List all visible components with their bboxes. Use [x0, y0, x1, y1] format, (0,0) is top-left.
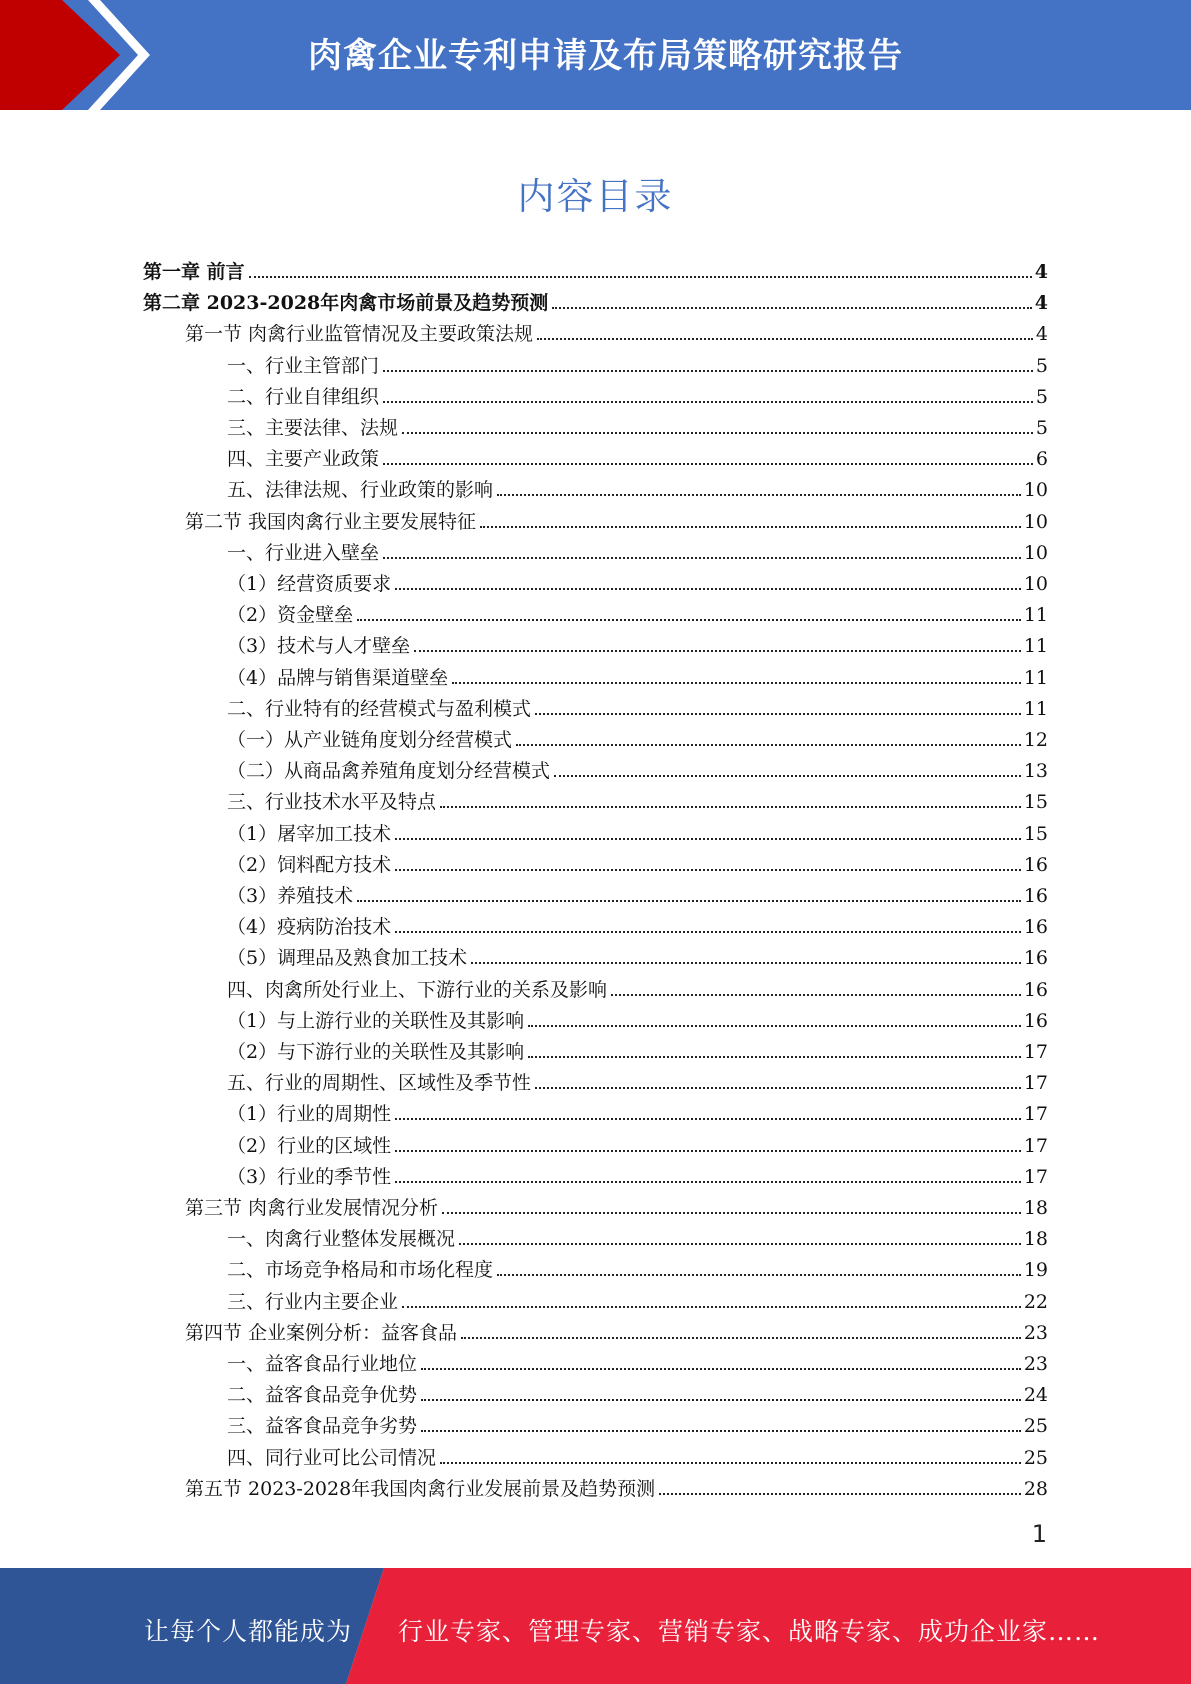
- toc-entry[interactable]: [227, 1439, 1048, 1470]
- toc-entry[interactable]: [227, 596, 1048, 627]
- toc-entry[interactable]: [185, 1189, 1048, 1220]
- toc-entry-page: 6: [1035, 448, 1048, 471]
- toc-entry-page: 25: [1023, 1446, 1048, 1469]
- toc-entry-page: 13: [1023, 760, 1048, 783]
- toc-entry-title: 一、肉禽行业整体发展概况: [227, 1228, 456, 1251]
- toc-entry-title: （2）行业的区域性: [227, 1134, 392, 1157]
- toc-heading: 内容目录: [517, 175, 674, 218]
- toc-entry-page: 18: [1023, 1228, 1048, 1251]
- toc-dot-leader: [611, 994, 1021, 996]
- toc-entry[interactable]: [227, 752, 1048, 783]
- toc-entry[interactable]: [227, 1407, 1048, 1438]
- toc-entry[interactable]: [227, 409, 1048, 440]
- toc-entry-page: 11: [1023, 697, 1048, 720]
- toc-entry[interactable]: [227, 971, 1048, 1002]
- toc-entry-page: 10: [1023, 479, 1048, 502]
- toc-entry-page: 4: [1035, 323, 1048, 346]
- toc-entry[interactable]: [227, 939, 1048, 970]
- toc-entry-page: 16: [1023, 1009, 1048, 1032]
- toc-entry[interactable]: [227, 1127, 1048, 1158]
- toc-entry-title: 第五节 2023-2028年我国肉禽行业发展前景及趋势预测: [185, 1477, 656, 1500]
- toc-entry-title: （1）经营资质要求: [227, 573, 392, 595]
- toc-entry-page: 5: [1035, 354, 1048, 377]
- toc-entry-page: 11: [1023, 635, 1048, 658]
- toc-entry-title: 四、肉禽所处行业上、下游行业的关系及影响: [227, 978, 608, 1001]
- toc-dot-leader: [528, 1056, 1021, 1058]
- toc-entry-page: 11: [1023, 666, 1048, 689]
- toc-entry-title: （4）疫病防治技术: [227, 916, 392, 939]
- toc-entry-page: 12: [1023, 729, 1048, 751]
- toc-dot-leader: [516, 744, 1021, 746]
- toc-entry[interactable]: [227, 1064, 1048, 1095]
- footer-slogan-left: 让每个人都能成为: [144, 1617, 353, 1646]
- toc-dot-leader: [535, 713, 1021, 715]
- toc-entry-page: 24: [1023, 1384, 1048, 1407]
- toc-entry[interactable]: [185, 503, 1048, 534]
- toc-entry[interactable]: [227, 815, 1048, 846]
- toc-entry-page: 17: [1023, 1103, 1048, 1126]
- toc-dot-leader: [659, 1493, 1021, 1495]
- toc-entry-page: 28: [1023, 1477, 1048, 1500]
- toc-dot-leader: [383, 557, 1021, 559]
- toc-dot-leader: [249, 276, 1032, 278]
- toc-entry-page: 5: [1035, 385, 1048, 408]
- toc-entry-page: 25: [1023, 1415, 1048, 1438]
- toc-dot-leader: [414, 650, 1021, 652]
- toc-dot-leader: [461, 1337, 1021, 1339]
- toc-entry-page: 15: [1023, 791, 1048, 814]
- toc-entry[interactable]: [227, 1345, 1048, 1376]
- toc-dot-leader: [357, 619, 1021, 621]
- toc-entry[interactable]: [227, 690, 1048, 721]
- toc-entry-page: 23: [1023, 1353, 1048, 1375]
- toc-entry-page: 17: [1023, 1165, 1048, 1188]
- toc-entry[interactable]: [227, 471, 1048, 502]
- toc-entry-title: 三、行业技术水平及特点: [227, 791, 437, 814]
- toc-dot-leader: [395, 1118, 1021, 1120]
- toc-entry-title: （2）资金壁垒: [227, 604, 354, 627]
- toc-entry-page: 16: [1023, 853, 1048, 876]
- toc-entry-title: （3）行业的季节性: [227, 1165, 392, 1188]
- toc-entry-title: 第二节 我国肉禽行业主要发展特征: [185, 510, 477, 533]
- toc-entry-title: 四、主要产业政策: [227, 448, 380, 471]
- toc-entry[interactable]: [227, 378, 1048, 409]
- header-banner: [0, 0, 1191, 110]
- toc-entry-title: （4）品牌与销售渠道壁垒: [227, 666, 449, 689]
- toc-entry-title: 第四节 企业案例分析：益客食品: [185, 1321, 458, 1344]
- toc-entry-title: 二、行业自律组织: [227, 385, 380, 408]
- toc-entry-title: 第一节 肉禽行业监管情况及主要政策法规: [185, 323, 534, 346]
- toc-entry-title: （一）从产业链角度划分经营模式: [227, 729, 513, 751]
- toc-dot-leader: [552, 307, 1032, 309]
- toc-entry[interactable]: [227, 347, 1048, 378]
- toc-dot-leader: [452, 682, 1021, 684]
- toc-entry-page: 22: [1023, 1290, 1048, 1313]
- toc-entry-page: 11: [1023, 604, 1048, 627]
- toc-dot-leader: [395, 838, 1021, 840]
- toc-entry-page: 4: [1034, 261, 1048, 283]
- toc-entry-title: 二、益客食品竞争优势: [227, 1384, 418, 1407]
- toc-dot-leader: [554, 775, 1021, 777]
- toc-dot-leader: [440, 1462, 1021, 1464]
- toc-entry[interactable]: [227, 534, 1048, 565]
- footer-slogan-right: 行业专家、管理专家、营销专家、战略专家、成功企业家……: [398, 1617, 1101, 1646]
- toc-entry-page: 15: [1023, 822, 1048, 845]
- toc-entry-title: 一、行业主管部门: [227, 354, 380, 377]
- toc-entry-title: 四、同行业可比公司情况: [227, 1446, 437, 1469]
- toc-entry-page: 19: [1023, 1259, 1048, 1282]
- toc-entry-title: （1）与上游行业的关联性及其影响: [227, 1009, 525, 1032]
- toc-entry[interactable]: [227, 721, 1048, 752]
- toc-dot-leader: [383, 401, 1033, 403]
- footer-banner: [0, 1568, 1191, 1684]
- toc-entry[interactable]: [185, 1470, 1048, 1501]
- toc-dot-leader: [395, 869, 1021, 871]
- toc-entry[interactable]: [227, 846, 1048, 877]
- toc-entry[interactable]: [185, 315, 1048, 346]
- toc-dot-leader: [528, 1025, 1021, 1027]
- toc-dot-leader: [395, 1181, 1021, 1183]
- toc-entry-page: 18: [1023, 1197, 1048, 1219]
- toc-entry-page: 10: [1023, 541, 1048, 564]
- toc-entry-title: （5）调理品及熟食加工技术: [227, 947, 468, 970]
- toc-dot-leader: [480, 526, 1021, 528]
- toc-entry[interactable]: [227, 1002, 1048, 1033]
- toc-dot-leader: [383, 463, 1033, 465]
- toc-entry[interactable]: [185, 1314, 1048, 1345]
- toc-entry[interactable]: [227, 1376, 1048, 1407]
- toc-entry-title: （3）养殖技术: [227, 885, 354, 907]
- toc-entry-page: 17: [1023, 1072, 1048, 1095]
- toc-entry-page: 16: [1023, 916, 1048, 939]
- toc-entry-title: 一、益客食品行业地位: [227, 1353, 418, 1375]
- toc-entry[interactable]: [227, 1220, 1048, 1251]
- toc-dot-leader: [537, 338, 1033, 340]
- toc-entry-title: （2）饲料配方技术: [227, 853, 392, 876]
- toc-entry[interactable]: [227, 440, 1048, 471]
- toc-dot-leader: [395, 931, 1021, 933]
- toc-entry-title: 第三节 肉禽行业发展情况分析: [185, 1197, 439, 1219]
- toc-entry-page: 10: [1023, 573, 1048, 595]
- toc-entry-title: 二、行业特有的经营模式与盈利模式: [227, 697, 532, 720]
- toc-dot-leader: [442, 1212, 1021, 1214]
- toc-entry-page: 23: [1023, 1321, 1048, 1344]
- toc-entry-title: 三、主要法律、法规: [227, 417, 399, 439]
- toc-entry-page: 16: [1023, 885, 1048, 907]
- toc-dot-leader: [402, 432, 1033, 434]
- toc-entry-page: 17: [1023, 1134, 1048, 1157]
- page-number: 1: [1031, 1520, 1047, 1548]
- toc-dot-leader: [421, 1430, 1021, 1432]
- toc-entry[interactable]: [227, 908, 1048, 939]
- toc-entry-title: （1）行业的周期性: [227, 1103, 392, 1126]
- toc-entry-title: 五、行业的周期性、区域性及季节性: [227, 1072, 532, 1095]
- toc-entry-title: 三、行业内主要企业: [227, 1290, 399, 1313]
- toc-entry-title: （1）屠宰加工技术: [227, 822, 392, 845]
- toc-entry-page: 10: [1023, 510, 1048, 533]
- toc-entry-title: （3）技术与人才壁垒: [227, 635, 411, 658]
- toc-entry-page: 16: [1023, 978, 1048, 1001]
- toc-dot-leader: [421, 1399, 1021, 1401]
- toc-entry-page: 17: [1023, 1041, 1048, 1063]
- toc-entry[interactable]: [227, 627, 1048, 658]
- toc-entry[interactable]: [227, 565, 1048, 596]
- toc-dot-leader: [421, 1368, 1021, 1370]
- toc-entry[interactable]: [227, 783, 1048, 814]
- toc-dot-leader: [471, 962, 1021, 964]
- toc-dot-leader: [395, 588, 1021, 590]
- toc-entry-title: 三、益客食品竞争劣势: [227, 1415, 418, 1438]
- toc-entry[interactable]: [227, 1095, 1048, 1126]
- toc-entry[interactable]: [227, 659, 1048, 690]
- toc-dot-leader: [535, 1087, 1021, 1089]
- toc-dot-leader: [440, 806, 1021, 808]
- toc-entry-title: 二、市场竞争格局和市场化程度: [227, 1259, 494, 1282]
- toc-dot-leader: [497, 1274, 1021, 1276]
- toc-entry-title: 一、行业进入壁垒: [227, 541, 380, 564]
- toc-dot-leader: [402, 1306, 1021, 1308]
- toc-dot-leader: [459, 1243, 1021, 1245]
- toc-entry-page: 4: [1034, 292, 1048, 315]
- toc-dot-leader: [497, 494, 1021, 496]
- toc-entry[interactable]: [227, 877, 1048, 908]
- toc-dot-leader: [395, 1150, 1021, 1152]
- toc-entry-title: （二）从商品禽养殖角度划分经营模式: [227, 760, 551, 783]
- toc-entry-title: 第一章 前言: [143, 261, 245, 283]
- toc-entry-title: 第二章 2023-2028年肉禽市场前景及趋势预测: [143, 292, 549, 315]
- toc-entry-page: 5: [1035, 417, 1048, 439]
- toc-entry[interactable]: [227, 1283, 1048, 1314]
- toc-entry[interactable]: [143, 253, 1048, 284]
- toc-entry-title: （2）与下游行业的关联性及其影响: [227, 1041, 525, 1063]
- toc-dot-leader: [357, 900, 1021, 902]
- toc-entry[interactable]: [227, 1251, 1048, 1282]
- toc-entry-page: 16: [1023, 947, 1048, 970]
- toc-dot-leader: [383, 370, 1033, 372]
- toc-entry-title: 五、法律法规、行业政策的影响: [227, 479, 494, 502]
- toc-entry[interactable]: [227, 1033, 1048, 1064]
- document-title: 肉禽企业专利申请及布局策略研究报告: [308, 36, 903, 76]
- toc-entry[interactable]: [143, 284, 1048, 315]
- toc-entry[interactable]: [227, 1158, 1048, 1189]
